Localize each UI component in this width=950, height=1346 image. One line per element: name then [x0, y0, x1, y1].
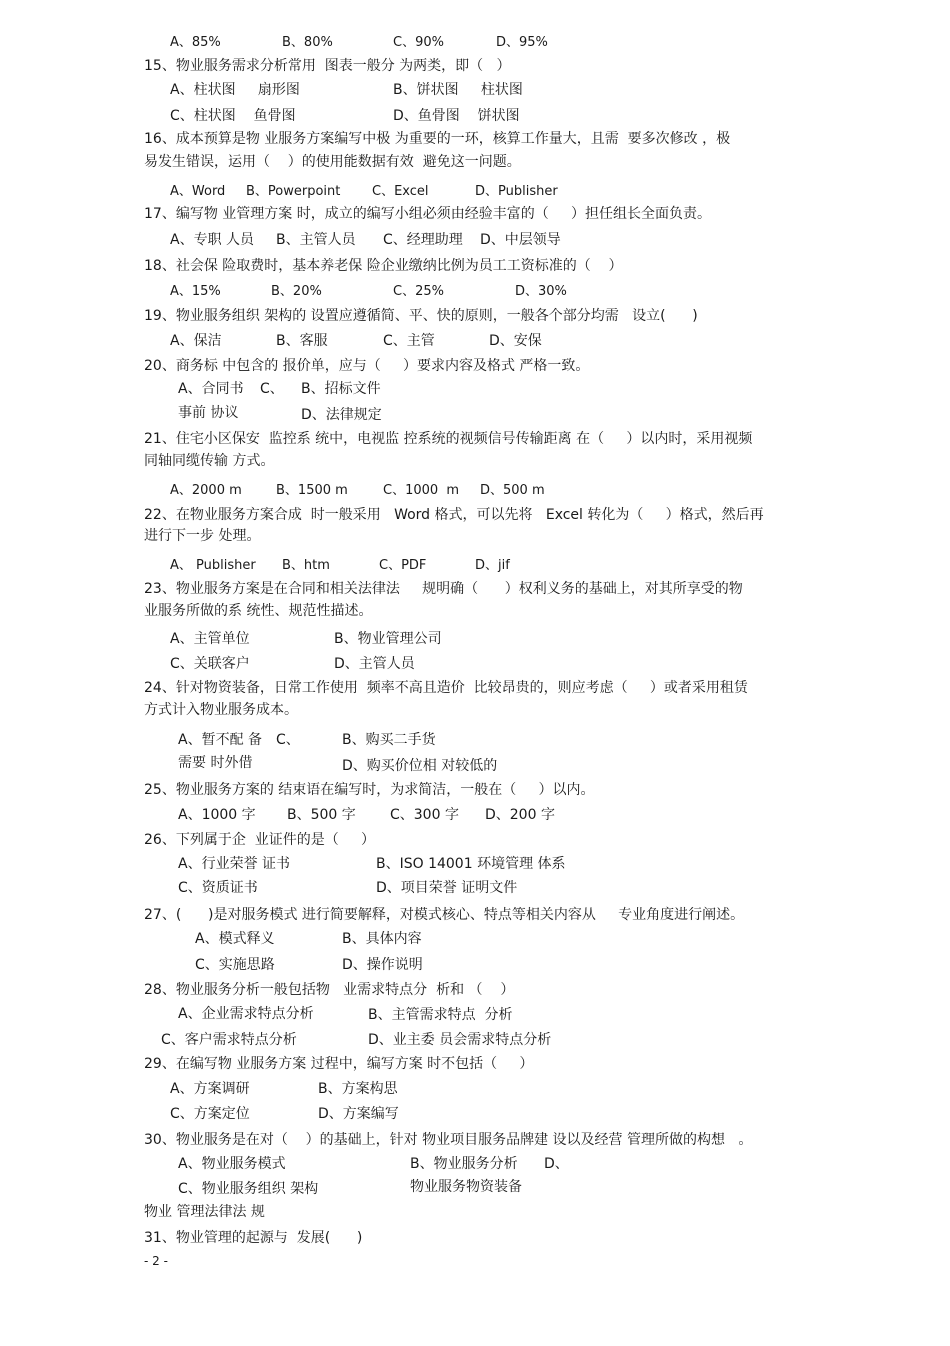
q24-option-d: D、购买价位相 对较低的 [342, 758, 498, 774]
q14-option-c: C、90% [393, 35, 444, 50]
q30-option-d-text: 物业服务物资装备 [410, 1179, 522, 1195]
q22-stem-line2: 进行下一步 处理。 [144, 528, 261, 544]
q19-option-b: B、客服 [276, 333, 328, 349]
q18-stem: 18、社会保 险取费时，基本养老保 险企业缴纳比例为员工工资标准的（ ） [144, 258, 623, 274]
q16-stem-line1: 16、成本预算是物 业服务方案编写中极 为重要的一环，核算工作量大，且需 要多次修改 ，极 [144, 131, 731, 147]
q15-option-a: A、柱状图 扇形图 [170, 82, 300, 98]
q16-option-c: C、Excel [372, 184, 429, 199]
q22-stem-line1: 22、在物业服务方案合成 时一般采用 Word 格式，可以先将 Excel 转化为（ ）格式，然后再 [144, 507, 764, 523]
q22-option-c: C、PDF [379, 558, 427, 573]
q26-option-d: D、项目荣誉 证明文件 [376, 880, 518, 896]
q22-option-b: B、htm [282, 558, 330, 573]
q24-stem-line1: 24、针对物资装备，日常工作使用 频率不高且造价 比较昂贵的，则应考虑（ ）或者采用租赁 [144, 680, 748, 696]
q20-option-c-label: C、 [260, 381, 284, 397]
q21-option-b: B、1500 m [276, 483, 348, 498]
q14-option-d: D、95% [496, 35, 548, 50]
q31-stem: 31、物业管理的起源与 发展( ) [144, 1230, 363, 1246]
q30-option-b: B、物业服务分析 [410, 1156, 518, 1172]
q29-option-c: C、方案定位 [170, 1106, 250, 1122]
q16-option-d: D、Publisher [475, 184, 558, 199]
q18-option-a: A、15% [170, 284, 221, 299]
q28-option-d: D、业主委 员会需求特点分析 [368, 1032, 552, 1048]
q24-option-c-text: 需要 时外借 [178, 755, 253, 771]
q17-option-a: A、专职 人员 [170, 232, 255, 248]
q20-option-d: D、法律规定 [301, 407, 382, 423]
q25-stem: 25、物业服务方案的 结束语在编写时，为求简洁，一般在（ ）以内。 [144, 782, 595, 798]
q28-option-c: C、客户需求特点分析 [161, 1032, 297, 1048]
q23-stem-line1: 23、物业服务方案是在合同和相关法律法 规明确（ ）权利义务的基础上，对其所享受的物 [144, 581, 743, 597]
q27-stem: 27、( )是对服务模式 进行简要解释，对模式核心、特点等相关内容从 专业角度进行阐述。 [144, 907, 745, 923]
q18-option-c: C、25% [393, 284, 444, 299]
q17-option-d: D、中层领导 [480, 232, 561, 248]
q23-stem-line2: 业服务所做的系 统性、规范性描述。 [144, 603, 373, 619]
q28-option-b: B、主管需求特点 分析 [368, 1007, 513, 1023]
q27-option-b: B、具体内容 [342, 931, 422, 947]
q15-option-d: D、鱼骨图 饼状图 [393, 108, 520, 124]
q15-option-c: C、柱状图 鱼骨图 [170, 108, 296, 124]
q25-option-d: D、200 字 [485, 807, 555, 823]
q27-option-d: D、操作说明 [342, 957, 423, 973]
q24-option-a: A、暂不配 备 [178, 732, 263, 748]
q23-option-a: A、主管单位 [170, 631, 250, 647]
q16-option-a: A、Word [170, 184, 226, 199]
q30-option-d-overflow: 物业 管理法律法 规 [144, 1204, 265, 1220]
q27-option-c: C、实施思路 [195, 957, 275, 973]
q22-option-d: D、jif [475, 558, 510, 573]
q26-option-b: B、ISO 14001 环境管理 体系 [376, 856, 566, 872]
q15-stem: 15、物业服务需求分析常用 图表一般分 为两类，即（ ） [144, 58, 511, 74]
q20-option-a: A、合同书 [178, 381, 244, 397]
q28-stem: 28、物业服务分析一般包括物 业需求特点分 析和 （ ） [144, 982, 515, 998]
q23-option-c: C、关联客户 [170, 656, 250, 672]
q26-option-c: C、资质证书 [178, 880, 258, 896]
q25-option-b: B、500 字 [287, 807, 356, 823]
q29-option-a: A、方案调研 [170, 1081, 250, 1097]
q17-option-b: B、主管人员 [276, 232, 356, 248]
q20-option-b: B、招标文件 [301, 381, 381, 397]
q18-option-b: B、20% [271, 284, 322, 299]
page-number: - 2 - [144, 1254, 168, 1268]
q24-stem-line2: 方式计入物业服务成本。 [144, 702, 298, 718]
q14-option-b: B、80% [282, 35, 333, 50]
q22-option-a: A、 Publisher [170, 558, 256, 573]
q16-stem-line2: 易发生错误，运用（ ）的使用能数据有效 避免这一问题。 [144, 154, 521, 170]
q14-option-a: A、85% [170, 35, 221, 50]
q19-option-d: D、安保 [489, 333, 542, 349]
q30-option-c: C、物业服务组织 架构 [178, 1181, 319, 1197]
q21-option-c: C、1000 m [383, 483, 460, 498]
q24-option-c-label: C、 [276, 732, 300, 748]
q30-stem: 30、物业服务是在对（ ）的基础上，针对 物业项目服务品牌建 设以及经营 管理所做的构想 。 [144, 1132, 753, 1148]
q18-option-d: D、30% [515, 284, 567, 299]
q17-stem: 17、编写物 业管理方案 时，成立的编写小组必须由经验丰富的（ ）担任组长全面负责。 [144, 206, 711, 222]
q20-stem: 20、商务标 中包含的 报价单，应与（ ）要求内容及格式 严格一致。 [144, 358, 590, 374]
q29-option-b: B、方案构思 [318, 1081, 398, 1097]
q25-option-c: C、300 字 [390, 807, 459, 823]
q21-option-d: D、500 m [480, 483, 545, 498]
q29-option-d: D、方案编写 [318, 1106, 399, 1122]
q29-stem: 29、在编写物 业服务方案 过程中，编写方案 时不包括（ ） [144, 1056, 534, 1072]
q23-option-d: D、主管人员 [334, 656, 415, 672]
q28-option-a: A、企业需求特点分析 [178, 1006, 314, 1022]
q20-option-c-text: 事前 协议 [178, 405, 239, 421]
q26-stem: 26、下列属于企 业证件的是（ ） [144, 832, 375, 848]
q30-option-d-label: D、 [544, 1156, 569, 1172]
q19-option-a: A、保洁 [170, 333, 222, 349]
q19-stem: 19、物业服务组织 架构的 设置应遵循简、平、快的原则，一般各个部分均需 设立( ) [144, 308, 698, 324]
q19-option-c: C、主管 [383, 333, 435, 349]
q21-option-a: A、2000 m [170, 483, 242, 498]
q26-option-a: A、行业荣誉 证书 [178, 856, 291, 872]
q21-stem-line1: 21、住宅小区保安 监控系 统中，电视监 控系统的视频信号传输距离 在（ ）以内时，采用视频 [144, 431, 753, 447]
q23-option-b: B、物业管理公司 [334, 631, 442, 647]
q27-option-a: A、模式释义 [195, 931, 275, 947]
q17-option-c: C、经理助理 [383, 232, 463, 248]
q30-option-a: A、物业服务模式 [178, 1156, 286, 1172]
q24-option-b: B、购买二手货 [342, 732, 436, 748]
q21-stem-line2: 同轴同缆传输 方式。 [144, 453, 275, 469]
q15-option-b: B、饼状图 柱状图 [393, 82, 523, 98]
q25-option-a: A、1000 字 [178, 807, 256, 823]
q16-option-b: B、Powerpoint [246, 184, 341, 199]
